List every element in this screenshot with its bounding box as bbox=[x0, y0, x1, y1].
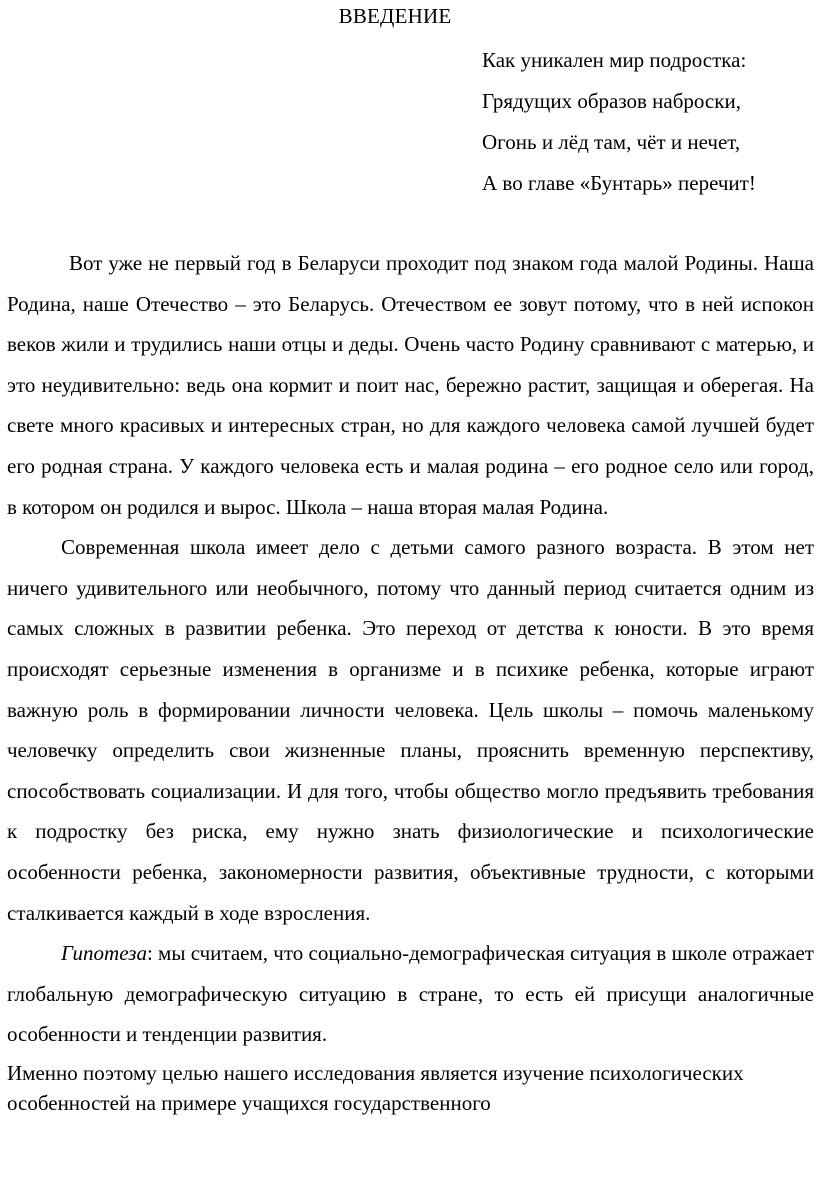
epigraph-poem bbox=[482, 40, 756, 204]
epigraph-line: А во главе «Бунтарь» перечит! bbox=[482, 171, 756, 195]
paragraph-hypothesis bbox=[7, 933, 814, 1055]
paragraph-modern-school: Современная школа имеет дело с детьми самого разного возраста. В этом нет ничего удивительного или необычного, потому что данный период считается одним из самых сложных в развитии ребенка. Это переход от детства к юности. В это время происходят серьезные изменения в организме и в психике ребенка, которые играют важную роль в формировании личности человека. Цель школы – помочь маленькому человечку определить свои жизненные планы, прояснить временную перспективу, способствовать социализации. И для того, чтобы общество могло предъявить требования к подростку без риска, ему нужно знать физиологические и психологические особенности ребенка, закономерности развития, объективные трудности, с которыми сталкивается каждый в ходе взросления. bbox=[7, 535, 814, 925]
paragraph-research-goal: Именно поэтому целью нашего исследования является изучение психологических особенностей на примере учащихся государственного bbox=[7, 1060, 744, 1115]
body-text bbox=[7, 243, 814, 1118]
section-heading: ВВЕДЕНИЕ bbox=[338, 4, 452, 28]
hypothesis-label: Гипотеза bbox=[61, 941, 147, 966]
epigraph-line: Грядущих образов наброски, bbox=[482, 89, 741, 113]
paragraph-motherland: Вот уже не первый год в Беларуси проходит под знаком года малой Родины. Наша Родина, наше Отечество – это Беларусь. Отечеством ее зовут потому, что в ней испокон веков жили и трудились наши отцы и деды. Очень часто Родину сравнивают с матерью, и это неудивительно: ведь она кормит и поит нас, бережно растит, защищая и оберегая. На свете много красивых и интересных стран, но для каждого человека самой лучшей будет его родная страна. У каждого человека есть и малая родина – его родное село или город, в котором он родился и вырос. Школа – наша вторая малая Родина. bbox=[7, 251, 814, 519]
hypothesis-text: : мы считаем, что социально-демографическая ситуация в школе отражает глобальную демографическую ситуацию в стране, то есть ей присущи аналогичные особенности и тенденции развития. bbox=[7, 941, 814, 1047]
epigraph-line: Как уникален мир подростка: bbox=[482, 48, 747, 72]
epigraph-line: Огонь и лёд там, чёт и нечет, bbox=[482, 130, 741, 154]
